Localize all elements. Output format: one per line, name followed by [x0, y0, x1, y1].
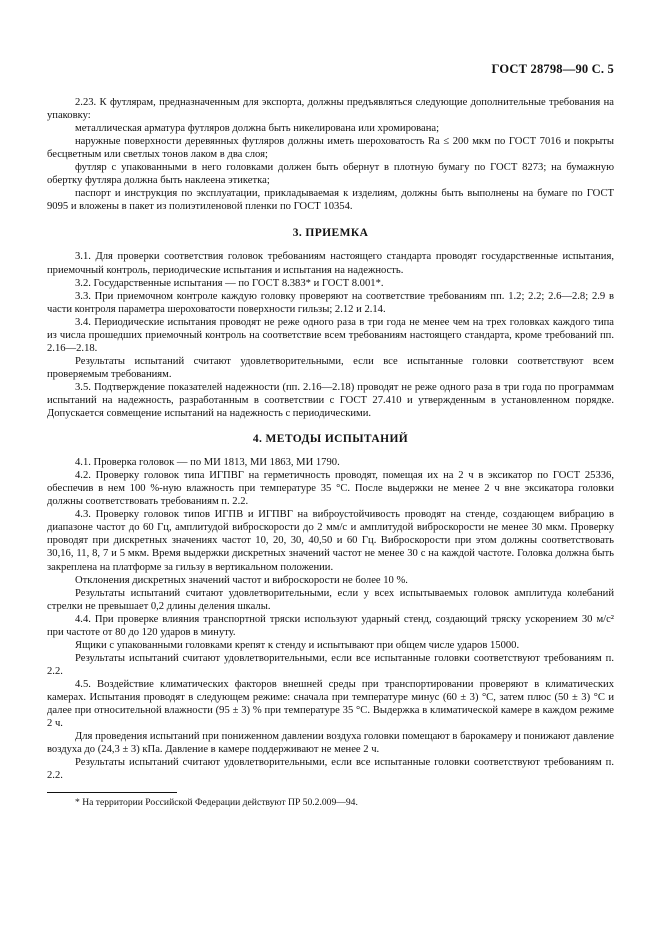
paragraph-4-5: 4.5. Воздействие климатических факторов внешней среды при транспортировании проверяют в климатических камерах. Испытания проводят в следующем режиме: сначала при температуре минус (60 ± 3) °С, затем плюс (50 ± 3) °С и далее при относительной влажности (95 ± 3) % при температуре 35 °С. Выдержка в климатической камере в каждом режиме 2 ч.	[47, 678, 614, 730]
page-header: ГОСТ 28798—90 С. 5	[491, 62, 614, 76]
paragraph-3-2: 3.2. Государственные испытания — по ГОСТ 8.383* и ГОСТ 8.001*.	[75, 277, 384, 289]
section-heading-test-methods: 4. МЕТОДЫ ИСПЫТАНИЙ	[252, 433, 409, 446]
paragraph-4-4: 4.4. При проверке влияния транспортной тряски используют ударный стенд, создающий тряску ускорением 30 м/с² при частоте от 80 до 120 ударов в минуту.	[47, 613, 614, 638]
paragraph-3-4-result: Результаты испытаний считают удовлетворительными, если все испытанные головки соответствуют всем проверяемым требованиям.	[47, 355, 614, 380]
paragraph-4-1: 4.1. Проверка головок — по МИ 1813, МИ 1863, МИ 1790.	[75, 457, 340, 469]
paragraph-4-3: 4.3. Проверку головок типов ИГПВ и ИГПВГ на виброустойчивость проводят на стенде, создающем вибрацию в диапазоне частот до 60 Гц, амплитудой виброскорости до 2 мм/с и амплитудой виброскорости не менее 30 мкм. Проверку проводят при дискретных значениях частот 10, 20, 30, 40,50 и 60 Гц. Виброскорости при этом должны соответствовать 30,16, 11, 8, 7 и 5 мкм. Время выдержки дискретных значений частот не менее 30 с на каждой частоте. Головка должна быть закреплена на платформе за гильзу в вертикальном положении.	[47, 509, 614, 573]
paragraph-surfaces: наружные поверхности деревянных футляров должны иметь шероховатость Ra ≤ 200 мкм по ГОСТ 7016 и покрыты бесцветным или светлых тонов лаком в два слоя;	[47, 136, 614, 161]
footnote-divider	[47, 792, 177, 793]
paragraph-4-5-result: Результаты испытаний считают удовлетворительными, если все испытанные головки соответствуют требованиям п. 2.2.	[47, 757, 614, 782]
paragraph-armature: металлическая арматура футляров должна быть никелирована или хромирована;	[75, 123, 440, 135]
paragraph-3-5: 3.5. Подтверждение показателей надежности (пп. 2.16—2.18) проводят не реже одного раза в три года по программам испытаний на надежность, разработанным в соответствии с ГОСТ 27.410 и утвержденным в установленном порядке. Допускается совмещение испытаний на надежность с периодическими.	[47, 381, 614, 420]
paragraph-3-4: 3.4. Периодические испытания проводят не реже одного раза в три года не менее чем на трех головках каждого типа из числа прошедших приемочный контроль на соответствие всем требованиям настоящего стандарта, кроме требований пп. 2.16—2.18.	[47, 316, 614, 354]
document-body	[47, 96, 614, 809]
paragraph-4-3-deviation: Отклонения дискретных значений частот и виброскорости не более 10 %.	[75, 574, 408, 586]
paragraph-2-23: 2.23. К футлярам, предназначенным для экспорта, должны предъявляться следующие дополнительные требования на упаковку:	[47, 97, 614, 122]
paragraph-wrapping: футляр с упакованными в него головками должен быть обернут в плотную бумагу по ГОСТ 8273; на бумажную обертку футляра должна быть наклеена этикетка;	[47, 162, 614, 187]
paragraph-passport: паспорт и инструкция по эксплуатации, прикладываемая к изделиям, должны быть выполнены на бумаге по ГОСТ 9095 и вложены в пакет из полиэтиленовой пленки по ГОСТ 10354.	[47, 188, 614, 213]
paragraph-3-3: 3.3. При приемочном контроле каждую головку проверяют на соответствие требованиям пп. 1.2; 2.2; 2.6—2.8; 2.9 в части контроля параметра шероховатости поверхности гильзы; 2.12 и 2.14.	[47, 290, 614, 315]
paragraph-4-4-boxes: Ящики с упакованными головками крепят к стенду и испытывают при общем числе ударов 15000.	[75, 639, 520, 651]
paragraph-4-3-result: Результаты испытаний считают удовлетворительными, если у всех испытываемых головок амплитуда колебаний стрелки не превышает 0,2 длины деления шкалы.	[47, 587, 614, 612]
footnote: * На территории Российской Федерации действуют ПР 50.2.009—94.	[75, 797, 358, 809]
paragraph-3-1: 3.1. Для проверки соответствия головок требованиям настоящего стандарта проводят государственные испытания, приемочный контроль, периодические испытания и испытания на надежность.	[47, 251, 614, 276]
paragraph-4-2: 4.2. Проверку головок типа ИГПВГ на герметичность проводят, помещая их на 2 ч в эксикатор по ГОСТ 25336, обеспечив в нем 100 %-ную влажность при температуре 35 °С. После выдержки не менее 2 ч вне эксикатора головки должны соответствовать требованиям п. 2.2.	[47, 470, 614, 508]
section-heading-acceptance: 3. ПРИЕМКА	[292, 227, 369, 240]
paragraph-4-4-result: Результаты испытаний считают удовлетворительными, если все испытанные головки соответствуют требованиям п. 2.2.	[47, 652, 614, 677]
paragraph-4-5-pressure: Для проведения испытаний при пониженном давлении воздуха головки помещают в барокамеру и понижают давление воздуха до (24,3 ± 3) кПа. Давление в камере поддерживают не менее 2 ч.	[47, 731, 614, 756]
